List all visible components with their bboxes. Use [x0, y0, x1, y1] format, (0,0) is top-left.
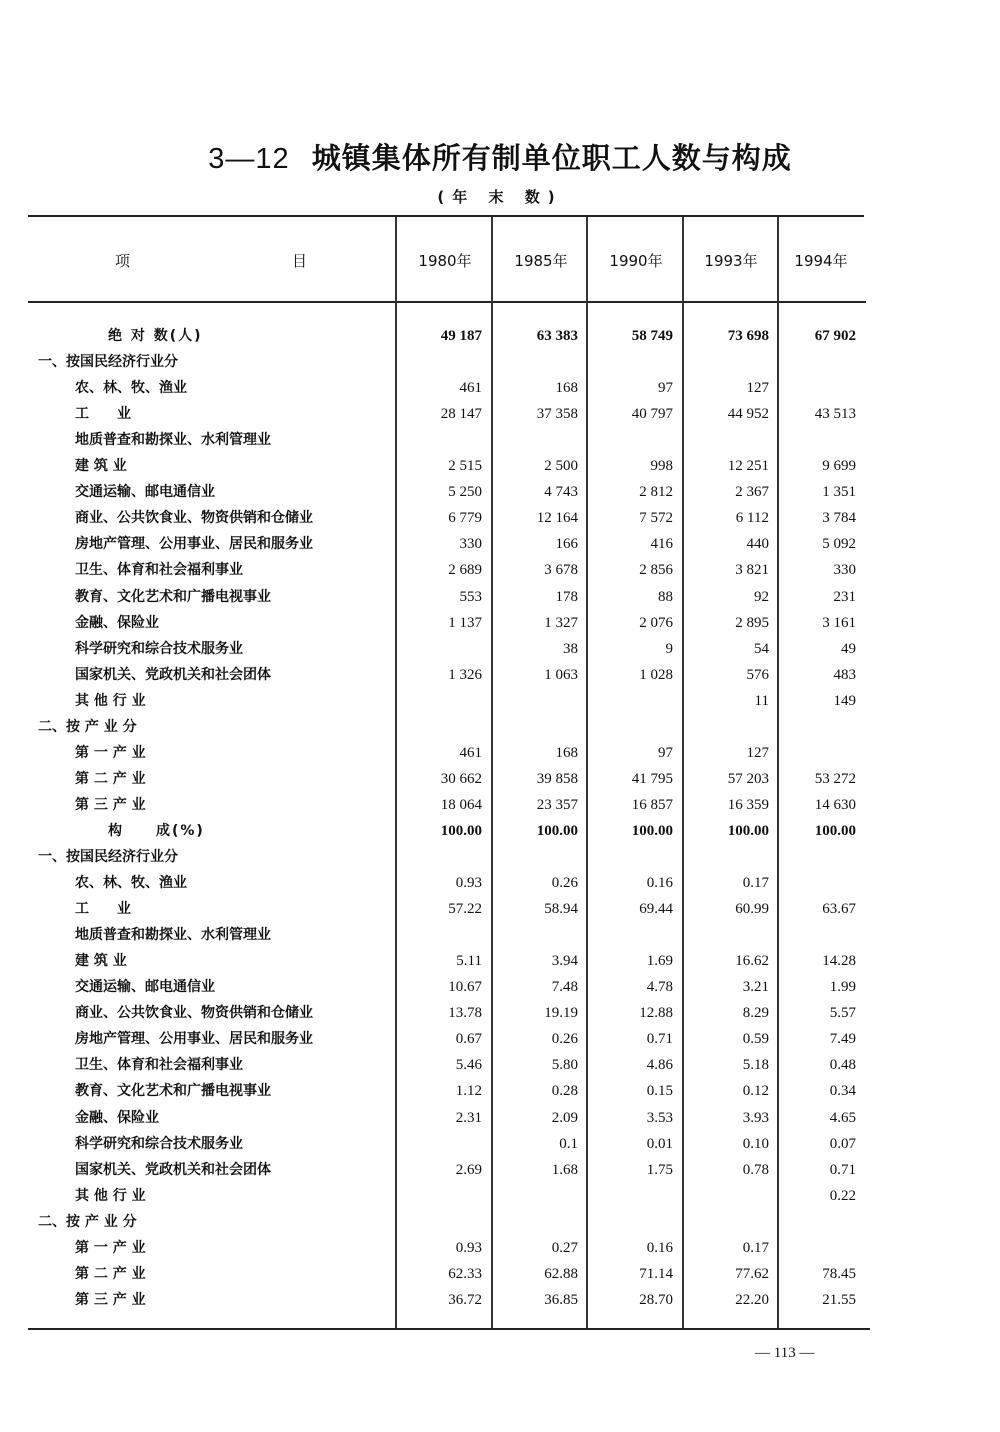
- row-label: 国家机关、党政机关和社会团体: [75, 666, 271, 683]
- table-row: [0, 1183, 1000, 1209]
- cell-value: 4 743: [544, 484, 578, 501]
- cell-value: 49: [841, 640, 856, 657]
- cell-value: 14.28: [822, 953, 856, 970]
- cell-value: 4.65: [829, 1109, 856, 1126]
- table-row: [0, 427, 1000, 453]
- cell-value: 6 779: [448, 510, 482, 527]
- table-row: [0, 662, 1000, 688]
- cell-value: 53 272: [814, 770, 856, 787]
- table-row: [0, 636, 1000, 662]
- cell-value: 3.53: [646, 1109, 673, 1126]
- table-row: [0, 531, 1000, 557]
- row-label: 绝 对 数(人): [108, 328, 203, 344]
- cell-value: 2.09: [551, 1109, 578, 1126]
- row-label: 一、按国民经济行业分: [38, 354, 178, 371]
- cell-value: 30 662: [440, 770, 482, 787]
- table-row: [0, 505, 1000, 531]
- cell-value: 1 063: [544, 666, 578, 683]
- cell-value: 43 513: [814, 406, 856, 423]
- cell-value: 1.99: [829, 979, 856, 996]
- cell-value: 127: [746, 744, 769, 761]
- cell-value: 2 500: [544, 458, 578, 475]
- cell-value: 77.62: [735, 1265, 769, 1282]
- cell-value: 330: [833, 562, 856, 579]
- cell-value: 461: [459, 380, 482, 397]
- row-label: 构 成(%): [108, 822, 205, 839]
- table-row: [0, 1235, 1000, 1261]
- cell-value: 5 250: [448, 484, 482, 501]
- cell-value: 6 112: [735, 510, 769, 527]
- cell-value: 3.94: [551, 953, 578, 970]
- row-label: 教育、文化艺术和广播电视事业: [75, 1083, 271, 1100]
- table-subtitle: (年 末 数): [437, 188, 563, 206]
- cell-value: 38: [563, 640, 578, 657]
- cell-value: 0.71: [829, 1161, 856, 1178]
- cell-value: 3 161: [822, 614, 856, 631]
- cell-value: 40 797: [631, 406, 673, 423]
- cell-value: 461: [459, 744, 482, 761]
- table-row: [0, 792, 1000, 818]
- row-label: 其 他 行 业: [75, 692, 146, 709]
- cell-value: 3.21: [742, 979, 769, 996]
- row-label: 金融、保险业: [75, 614, 159, 631]
- row-label: 科学研究和综合技术服务业: [75, 640, 243, 657]
- cell-value: 0.22: [829, 1187, 856, 1204]
- table-row: [0, 1000, 1000, 1026]
- table-row: [0, 948, 1000, 974]
- table-number: 3—12: [208, 143, 290, 175]
- table-title: 城镇集体所有制单位职工人数与构成: [311, 141, 792, 175]
- cell-value: 11: [754, 692, 769, 709]
- cell-value: 149: [833, 692, 856, 709]
- cell-value: 39 858: [536, 770, 578, 787]
- cell-value: 62.88: [544, 1265, 578, 1282]
- row-label: 国家机关、党政机关和社会团体: [75, 1161, 271, 1178]
- table-row: [0, 818, 1000, 844]
- cell-value: 1.69: [646, 953, 673, 970]
- cell-value: 9: [665, 640, 673, 657]
- cell-value: 0.16: [646, 875, 673, 892]
- cell-value: 16 857: [631, 796, 673, 813]
- cell-value: 2 895: [735, 614, 769, 631]
- header-rule: [28, 301, 866, 303]
- header-year-1994: 1994年: [794, 252, 848, 270]
- row-label: 其 他 行 业: [75, 1187, 146, 1204]
- cell-value: 0.1: [559, 1135, 578, 1152]
- cell-value: 92: [754, 588, 769, 605]
- table-row: [0, 1209, 1000, 1235]
- cell-value: 0.17: [742, 875, 769, 892]
- cell-value: 100.00: [631, 822, 673, 839]
- cell-value: 37 358: [536, 406, 578, 423]
- cell-value: 7.48: [551, 979, 578, 996]
- table-row: [0, 896, 1000, 922]
- cell-value: 36.85: [544, 1291, 578, 1308]
- row-label: 工 业: [75, 406, 131, 423]
- row-label: 建 筑 业: [75, 953, 127, 970]
- cell-value: 78.45: [822, 1265, 856, 1282]
- table-row: [0, 610, 1000, 636]
- cell-value: 16.62: [735, 953, 769, 970]
- cell-value: 3 784: [822, 510, 856, 527]
- table-row: [0, 1078, 1000, 1104]
- cell-value: 5.46: [455, 1057, 482, 1074]
- cell-value: 1 327: [544, 614, 578, 631]
- cell-value: 416: [650, 536, 673, 553]
- cell-value: 63.67: [822, 901, 856, 918]
- row-label: 建 筑 业: [75, 458, 127, 475]
- cell-value: 63 383: [536, 328, 578, 344]
- row-label: 卫生、体育和社会福利事业: [75, 562, 243, 579]
- cell-value: 69.44: [639, 901, 673, 918]
- cell-value: 0.26: [551, 1031, 578, 1048]
- row-label: 一、按国民经济行业分: [38, 849, 178, 865]
- cell-value: 19.19: [544, 1005, 578, 1022]
- row-label: 农、林、牧、渔业: [75, 875, 187, 892]
- cell-value: 21.55: [822, 1291, 856, 1308]
- row-label: 金融、保险业: [75, 1109, 159, 1126]
- cell-value: 2 076: [639, 614, 673, 631]
- cell-value: 1 326: [448, 666, 482, 683]
- header-item-end: 目: [292, 252, 308, 270]
- cell-value: 100.00: [727, 822, 769, 839]
- cell-value: 166: [555, 536, 578, 553]
- table-row: [0, 1287, 1000, 1313]
- row-label: 工 业: [75, 901, 131, 918]
- cell-value: 0.48: [829, 1057, 856, 1074]
- cell-value: 1 351: [822, 484, 856, 501]
- table-row: [0, 844, 1000, 870]
- cell-value: 44 952: [727, 406, 769, 423]
- row-label: 第 一 产 业: [75, 744, 146, 761]
- cell-value: 9 699: [822, 458, 856, 475]
- cell-value: 18 064: [440, 796, 482, 813]
- cell-value: 2 689: [448, 562, 482, 579]
- cell-value: 0.07: [829, 1135, 856, 1152]
- cell-value: 3 821: [735, 562, 769, 579]
- row-label: 商业、公共饮食业、物资供销和仓储业: [75, 510, 313, 527]
- cell-value: 0.67: [455, 1031, 482, 1048]
- cell-value: 0.34: [829, 1083, 856, 1100]
- cell-value: 0.26: [551, 875, 578, 892]
- cell-value: 5.18: [742, 1057, 769, 1074]
- row-label: 商业、公共饮食业、物资供销和仓储业: [75, 1005, 313, 1022]
- cell-value: 8.29: [742, 1005, 769, 1022]
- cell-value: 28 147: [440, 406, 482, 423]
- cell-value: 1.75: [646, 1161, 673, 1178]
- row-label: 第 二 产 业: [75, 770, 146, 787]
- cell-value: 73 698: [727, 328, 769, 344]
- cell-value: 14 630: [814, 796, 856, 813]
- row-label: 交通运输、邮电通信业: [75, 484, 215, 501]
- cell-value: 7.49: [829, 1031, 856, 1048]
- cell-value: 57 203: [727, 770, 769, 787]
- cell-value: 0.78: [742, 1161, 769, 1178]
- cell-value: 71.14: [639, 1265, 673, 1282]
- cell-value: 2 856: [639, 562, 673, 579]
- cell-value: 998: [650, 458, 673, 475]
- table-row: [0, 375, 1000, 401]
- page-number: — 113 —: [755, 1345, 815, 1361]
- cell-value: 5 092: [822, 536, 856, 553]
- cell-value: 440: [746, 536, 769, 553]
- cell-value: 0.93: [455, 1239, 482, 1256]
- cell-value: 553: [459, 588, 482, 605]
- cell-value: 1.12: [455, 1083, 482, 1100]
- cell-value: 231: [833, 588, 856, 605]
- cell-value: 97: [658, 380, 673, 397]
- cell-value: 0.17: [742, 1239, 769, 1256]
- table-row: [0, 1131, 1000, 1157]
- cell-value: 12 251: [727, 458, 769, 475]
- table-row: [0, 870, 1000, 896]
- table-row: [0, 922, 1000, 948]
- row-label: 卫生、体育和社会福利事业: [75, 1057, 243, 1074]
- row-label: 地质普查和勘探业、水利管理业: [75, 927, 271, 944]
- table-row: [0, 974, 1000, 1000]
- row-label: 二、按 产 业 分: [38, 1213, 137, 1230]
- cell-value: 0.01: [646, 1135, 673, 1152]
- table-row: [0, 584, 1000, 610]
- cell-value: 168: [555, 380, 578, 397]
- cell-value: 5.57: [829, 1005, 856, 1022]
- cell-value: 13.78: [448, 1005, 482, 1022]
- cell-value: 0.93: [455, 875, 482, 892]
- cell-value: 97: [658, 744, 673, 761]
- cell-value: 3 678: [544, 562, 578, 579]
- header-year-1980: 1980年: [418, 252, 472, 270]
- cell-value: 36.72: [448, 1291, 482, 1308]
- cell-value: 1.68: [551, 1161, 578, 1178]
- cell-value: 5.11: [456, 953, 482, 970]
- cell-value: 1 137: [448, 614, 482, 631]
- cell-value: 2.31: [455, 1109, 482, 1126]
- cell-value: 576: [746, 666, 769, 683]
- bottom-rule: [28, 1328, 870, 1330]
- cell-value: 2 812: [639, 484, 673, 501]
- row-label: 第 二 产 业: [75, 1265, 146, 1282]
- row-label: 二、按 产 业 分: [38, 718, 137, 735]
- cell-value: 127: [746, 380, 769, 397]
- cell-value: 4.86: [646, 1057, 673, 1074]
- table-row: [0, 453, 1000, 479]
- page-title: [0, 136, 1000, 177]
- table-row: [0, 1261, 1000, 1287]
- table-row: [0, 1105, 1000, 1131]
- table-row: [0, 688, 1000, 714]
- cell-value: 23 357: [536, 796, 578, 813]
- cell-value: 2 515: [448, 458, 482, 475]
- table-row: [0, 714, 1000, 740]
- cell-value: 0.71: [646, 1031, 673, 1048]
- cell-value: 483: [833, 666, 856, 683]
- table-row: [0, 1052, 1000, 1078]
- header-year-1985: 1985年: [514, 252, 568, 270]
- cell-value: 67 902: [814, 328, 856, 344]
- row-label: 第 一 产 业: [75, 1239, 146, 1256]
- table-row: [0, 1026, 1000, 1052]
- cell-value: 0.12: [742, 1083, 769, 1100]
- table-row: [0, 323, 1000, 349]
- row-label: 农、林、牧、渔业: [75, 380, 187, 397]
- table-row: [0, 1157, 1000, 1183]
- cell-value: 28.70: [639, 1291, 673, 1308]
- row-label: 教育、文化艺术和广播电视事业: [75, 588, 271, 605]
- cell-value: 7 572: [639, 510, 673, 527]
- cell-value: 58.94: [544, 901, 578, 918]
- row-label: 科学研究和综合技术服务业: [75, 1135, 243, 1152]
- table-row: [0, 766, 1000, 792]
- cell-value: 2 367: [735, 484, 769, 501]
- table-row: [0, 740, 1000, 766]
- cell-value: 0.10: [742, 1135, 769, 1152]
- cell-value: 60.99: [735, 901, 769, 918]
- cell-value: 54: [754, 640, 769, 657]
- cell-value: 12.88: [639, 1005, 673, 1022]
- cell-value: 100.00: [440, 822, 482, 839]
- table-row: [0, 349, 1000, 375]
- cell-value: 100.00: [814, 822, 856, 839]
- cell-value: 2.69: [455, 1161, 482, 1178]
- cell-value: 1 028: [639, 666, 673, 683]
- cell-value: 3.93: [742, 1109, 769, 1126]
- header-item: 项: [115, 252, 131, 270]
- cell-value: 100.00: [536, 822, 578, 839]
- table-row: [0, 401, 1000, 427]
- top-rule: [28, 215, 864, 217]
- row-label: 第 三 产 业: [75, 1291, 146, 1308]
- cell-value: 58 749: [631, 328, 673, 344]
- header-year-1990: 1990年: [609, 252, 663, 270]
- cell-value: 41 795: [631, 770, 673, 787]
- cell-value: 168: [555, 744, 578, 761]
- header-year-1993: 1993年: [704, 252, 758, 270]
- table-row: [0, 557, 1000, 583]
- table-row: [0, 479, 1000, 505]
- row-label: 交通运输、邮电通信业: [75, 979, 215, 996]
- cell-value: 57.22: [448, 901, 482, 918]
- cell-value: 5.80: [551, 1057, 578, 1074]
- cell-value: 0.27: [551, 1239, 578, 1256]
- row-label: 地质普查和勘探业、水利管理业: [75, 432, 271, 449]
- cell-value: 12 164: [536, 510, 578, 527]
- cell-value: 330: [459, 536, 482, 553]
- cell-value: 62.33: [448, 1265, 482, 1282]
- row-label: 房地产管理、公用事业、居民和服务业: [75, 536, 313, 553]
- cell-value: 22.20: [735, 1291, 769, 1308]
- cell-value: 88: [658, 588, 673, 605]
- cell-value: 178: [555, 588, 578, 605]
- cell-value: 4.78: [646, 979, 673, 996]
- cell-value: 10.67: [448, 979, 482, 996]
- cell-value: 16 359: [727, 796, 769, 813]
- row-label: 第 三 产 业: [75, 796, 146, 813]
- cell-value: 0.16: [646, 1239, 673, 1256]
- cell-value: 0.28: [551, 1083, 578, 1100]
- row-label: 房地产管理、公用事业、居民和服务业: [75, 1031, 313, 1048]
- cell-value: 0.15: [646, 1083, 673, 1100]
- cell-value: 0.59: [742, 1031, 769, 1048]
- cell-value: 49 187: [440, 328, 482, 344]
